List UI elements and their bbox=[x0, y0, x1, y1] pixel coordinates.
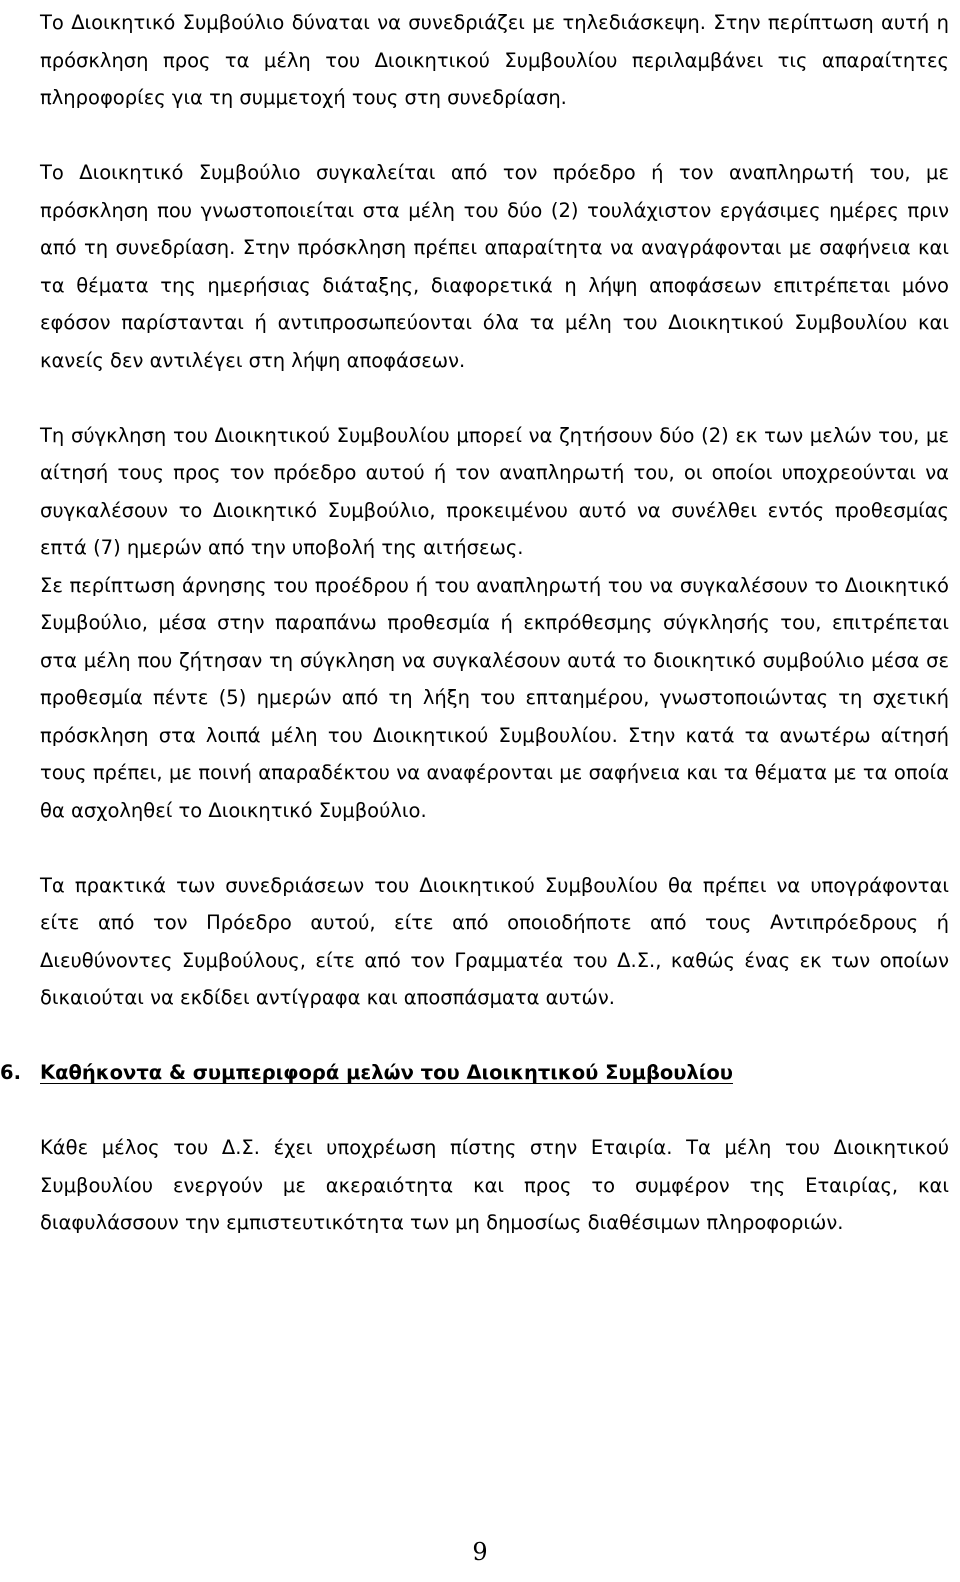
paragraph-member-request: Τη σύγκληση του Διοικητικού Συμβουλίου μπορεί να ζητήσουν δύο (2) εκ των μελών του, με αίτησή τους προς τον πρόεδρο αυτού ή τον αναπληρωτή του, οι οποίοι υποχρεούνται να συγκαλέσουν το Διοικητικό Συμβούλιο, προκειμένου αυτό να συνέλθει εντός προθεσμίας επτά (7) ημερών από την υποβολή της αιτήσεως. bbox=[40, 423, 949, 559]
paragraph-refusal: Σε περίπτωση άρνησης του προέδρου ή του αναπληρωτή του να συγκαλέσουν το Διοικητικό Συμβούλιο, μέσα στην παραπάνω προθεσμία ή εκπρόθεσμης σύγκλησής του, επιτρέπεται στα μέλη που ζήτησαν τη σύγκληση να συγκαλέσουν αυτά το διοικητικό συμβούλιο μέσα σε προθεσμία πέντε (5) ημερών από τη λήξη του επταημέρου, γνωστοποιώντας τη σχετική πρόσκληση στα λοιπά μέλη του Διοικητικού Συμβουλίου. Στην κατά τα ανωτέρω αίτησή τους πρέπει, με ποινή απαραδέκτου να αναφέρονται με σαφήνεια και τα θέματα με τα οποία θα ασχοληθεί το Διοικητικό Συμβούλιο. bbox=[40, 573, 949, 822]
paragraph-teleconference: Το Διοικητικό Συμβούλιο δύναται να συνεδριάζει με τηλεδιάσκεψη. Στην περίπτωση αυτή η πρόσκληση προς τα μέλη του Διοικητικού Συμβουλίου περιλαμβάνει τις απαραίτητες πληροφορίες για τη συμμετοχή τους στη συνεδρίαση. bbox=[40, 11, 949, 109]
section-title: Καθήκοντα & συμπεριφορά μελών του Διοικητικού Συμβουλίου bbox=[40, 1061, 733, 1084]
document-page bbox=[0, 4, 949, 1242]
paragraph-minutes: Τα πρακτικά των συνεδριάσεων του Διοικητικού Συμβουλίου θα πρέπει να υπογράφονται είτε από τον Πρόεδρο αυτού, είτε από οποιοδήποτε από τους Αντιπρόεδρους ή Διευθύνοντες Συμβούλους, είτε από τον Γραμματέα του Δ.Σ., καθώς ένας εκ των οποίων δικαιούται να εκδίδει αντίγραφα και αποσπάσματα αυτών. bbox=[40, 873, 949, 1009]
paragraph-convocation: Το Διοικητικό Συμβούλιο συγκαλείται από τον πρόεδρο ή τον αναπληρωτή του, με πρόσκληση που γνωστοποιείται στα μέλη του δύο (2) τουλάχιστον εργάσιμες ημέρες πριν από τη συνεδρίαση. Στην πρόσκληση πρέπει απαραίτητα να αναγράφονται με σαφήνεια και τα θέματα της ημερήσιας διάταξης, διαφορετικά η λήψη αποφάσεων επιτρέπεται μόνο εφόσον παρίστανται ή αντιπροσωπεύονται όλα τα μέλη του Διοικητικού Συμβουλίου και κανείς δεν αντιλέγει στη λήψη αποφάσεων. bbox=[40, 161, 949, 372]
paragraph-duties: Κάθε μέλος του Δ.Σ. έχει υποχρέωση πίστης στην Εταιρία. Τα μέλη του Διοικητικού Συμβουλίου ενεργούν με ακεραιότητα και προς το συμφέρον της Εταιρίας, και διαφυλάσσουν την εμπιστευτικότητα των μη δημοσίως διαθέσιμων πληροφοριών. bbox=[40, 1136, 949, 1234]
page-number: 9 bbox=[472, 1538, 488, 1566]
section-heading bbox=[0, 1054, 949, 1092]
section-number: 6. bbox=[0, 1061, 21, 1084]
